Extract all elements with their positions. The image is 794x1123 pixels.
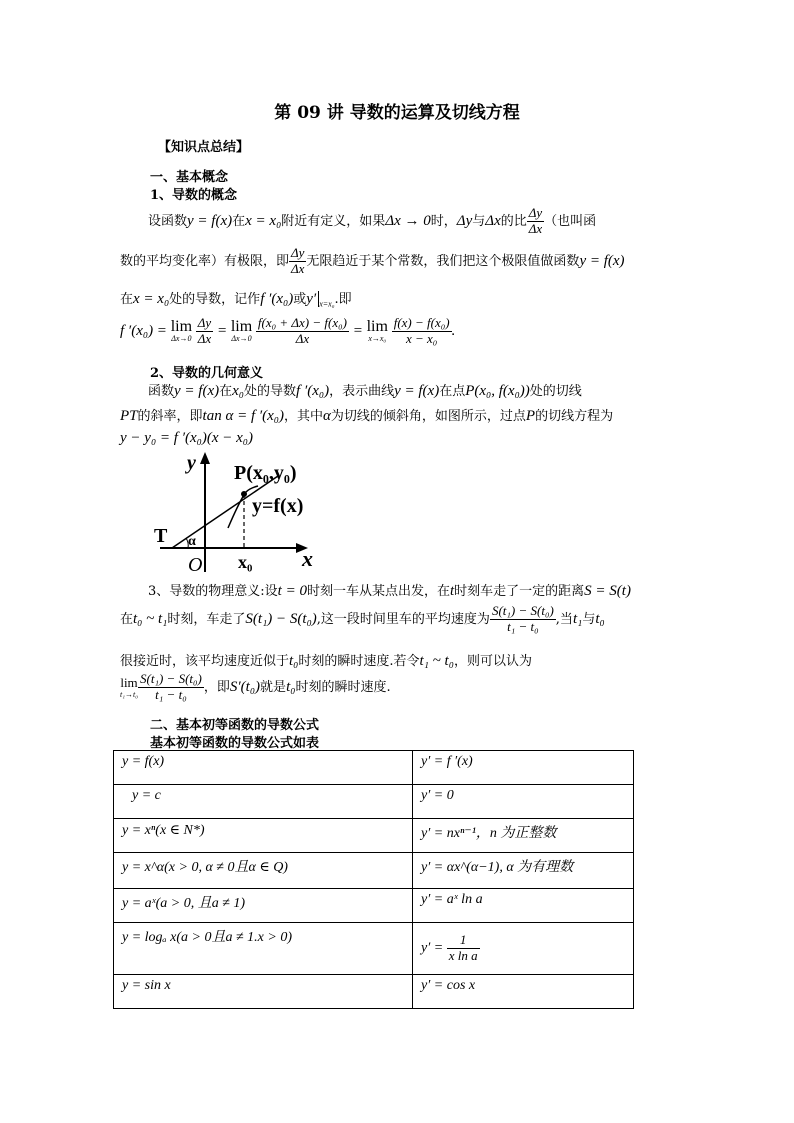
table-row xyxy=(114,975,634,1009)
geo-line1: 函数y = f(x)在x₀处的导数f ′(x₀)，表示曲线y = f(x)在点P(x₀, f(x₀))处的切线 xyxy=(148,383,582,399)
concept-line2: 数的平均变化率）有极限，即 $\frac{\Delta y}{\Delta x}$ 无限趋近于某个常数，我们把这个极限值做函数y = f(x) xyxy=(120,245,625,276)
phys-line2: 在t₀ ~ t₁时刻，车走了S(t₁) − S(t₀),这一段时间里车的平均速度为 $\frac{\text{S(t₁) − S(t₀)}}{\text{t₁ − t₀}}$ ,当t₁与t₀ xyxy=(120,603,605,634)
table-row xyxy=(114,889,634,923)
function-cell: y = aˣ(a > 0, 且a ≠ 1) xyxy=(114,889,413,923)
page-title: 第 09 讲 导数的运算及切线方程 xyxy=(274,103,520,123)
dy-dx-fraction: $\frac{\Delta y}{\Delta x}$ xyxy=(528,205,543,236)
phys-line1: 3、导数的物理意义:设t = 0时刻一车从某点出发，在t时刻车走了一定的距离S = S(t) xyxy=(148,583,631,599)
derivative-cell: y′ = aˣ ln a xyxy=(413,889,634,923)
section1-heading: 一、基本概念 xyxy=(150,170,229,185)
concept-line3: 在x = x₀处的导数，记作f ′(x₀)或y′ $_{x=x_0}$.即 xyxy=(120,291,352,309)
function-cell: y = xⁿ(x ∈ N*) xyxy=(114,819,413,853)
point-P-label: P(x₀,y₀) xyxy=(234,462,297,484)
y-axis-arrow xyxy=(200,452,210,464)
derivative-cell: y′ = f ′(x) xyxy=(413,751,634,785)
function-cell: y = x^α(x > 0, α ≠ 0且α ∈ Q) xyxy=(114,853,413,889)
table-row xyxy=(114,923,634,975)
table-caption: 基本初等函数的导数公式如表 xyxy=(150,736,320,751)
curve-label: y=f(x) xyxy=(252,495,304,517)
tangent-figure xyxy=(140,452,330,576)
function-cell: y = c xyxy=(114,785,413,819)
sub2-heading: 2、导数的几何意义 xyxy=(150,366,264,381)
derivative-cell: y′ = 0 xyxy=(413,785,634,819)
geo-line2: PT的斜率，即tan α = f ′(x₀)，其中α为切线的倾斜角，如图所示，过点P的切线方程为 xyxy=(120,408,614,424)
y-axis-label: y xyxy=(187,452,196,474)
sub1-heading: 1、导数的概念 xyxy=(150,188,238,203)
derivative-definition: f ′(x₀) = lim Δx→0 $\frac{\Delta y}{\Delta x}$ = lim Δx→0 $\frac{\text{f(x₀ + Δx) − f(x₀)}}{\Delta x}$ = lim x→x₀ $\frac{\text{f(x) − f(x₀)}}{\text{x − x₀}}$ . xyxy=(120,315,456,346)
T-label: T xyxy=(154,525,168,547)
function-cell: y = sin x xyxy=(114,975,413,1009)
derivative-cell: y′ = $\frac{1}{\text{x ln a}}$ xyxy=(413,923,634,975)
derivative-cell: y′ = αx^(α−1), α 为有理数 xyxy=(413,853,634,889)
x-axis-label: x xyxy=(302,546,313,571)
phys-line4: lim t₁→t₀ $\frac{\text{S(t₁) − S(t₀)}}{\text{t₁ − t₀}}$ ，即S′(t₀)就是t₀时刻的瞬时速度. xyxy=(120,671,391,702)
phys-line3: 很接近时，该平均速度近似于t₀时刻的瞬时速度.若令t₁ ~ t₀，则可以认为 xyxy=(120,653,532,669)
tangent-equation: y − y₀ = f ′(x₀)(x − x₀) xyxy=(120,430,253,446)
alpha-label: α xyxy=(188,534,196,549)
table-row xyxy=(114,819,634,853)
derivative-cell: y′ = nxⁿ⁻¹，n 为正整数 xyxy=(413,819,634,853)
origin-label: O xyxy=(188,554,203,576)
concept-line1: 设函数y = f(x)在x = x₀附近有定义，如果Δx → 0时，Δy与Δx的比 $\frac{\Delta y}{\Delta x}$ （也叫函 xyxy=(148,205,597,236)
section2-heading: 二、基本初等函数的导数公式 xyxy=(150,718,320,733)
table-row xyxy=(114,785,634,819)
derivative-cell: y′ = cos x xyxy=(413,975,634,1009)
summary-heading: 【知识点总结】 xyxy=(158,140,250,155)
function-cell: y = logₐ x(a > 0且a ≠ 1.x > 0) xyxy=(114,923,413,975)
table-row xyxy=(114,751,634,785)
function-cell: y = f(x) xyxy=(114,751,413,785)
derivative-table xyxy=(113,750,634,1009)
x0-label: x₀ xyxy=(238,552,253,572)
point-P xyxy=(241,491,247,497)
table-row xyxy=(114,853,634,889)
